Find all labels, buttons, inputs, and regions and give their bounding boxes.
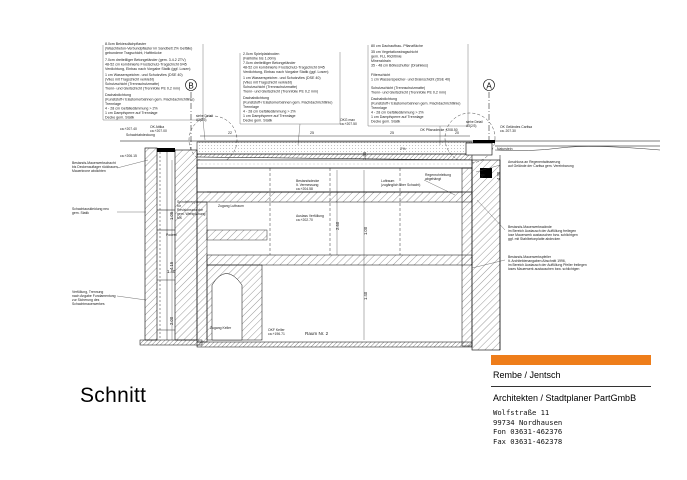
firm-name: Rembe / Jentsch <box>493 370 561 380</box>
svg-text:OKG max: OKG max <box>340 118 355 122</box>
svg-text:Podest: Podest <box>166 233 177 237</box>
svg-text:Regenrohrleitungabgehängt: Regenrohrleitung abgehängt <box>425 173 452 181</box>
section-marker-a <box>484 80 495 151</box>
svg-text:siehe Detail A3(2/3): siehe Detail A3(2/3) <box>466 120 483 128</box>
svg-text:1.05: 1.05 <box>169 211 174 220</box>
svg-text:Bestands-Mauerwerkswändeim Ber: Bestands-Mauerwerkswände im Bereich Austausch der Auffüllung freilegen lose Mauerwerk austauschen bzw. schlichtgen ggf. mit Stahlbetonplatte abdecken <box>508 225 578 241</box>
section-marker-b <box>186 80 197 151</box>
svg-text:1.00: 1.00 <box>363 226 368 235</box>
svg-text:SpindeltreppefürRevisionszweck: Spindeltreppe für Revisionszwecke gem. Werkplanung MK <box>177 200 206 220</box>
svg-text:Luftraum(zugänglich über Schac: Luftraum (zugänglich über Schacht) <box>381 179 421 187</box>
svg-text:ca.+207.50: ca.+207.50 <box>340 122 357 126</box>
svg-text:OK Geländes Carltsa: OK Geländes Carltsa <box>500 125 533 129</box>
note-right-text: 80 cm Dachaufbau- Pflanzfläche 35 cm Vegetationstragschicht gem. FLL Richtlinie Mineraldrain 35 - 48 cm Bölleschutter (Drainkies) Filterschicht 1 cm Wasserspeicher- und Drainschicht (DSE 40) Schutzschicht (Trennschutzmatte) Trenn- und Gleitschicht (Trennfolie PE 0,2 mm) Dachabdichtung (Kunststoff-/ Elastomerbahnen gem. Flachdachrichtlinie) Trennlage 4 - 28 cm Gefälledämmung > 2% 1 cm Dampfsperre auf Trennlage Decke gem. Statik <box>371 44 461 124</box>
svg-text:OK Attika: OK Attika <box>150 125 165 129</box>
left-shaft <box>140 148 202 345</box>
svg-text:3°: 3° <box>480 174 485 180</box>
svg-text:2%: 2% <box>400 146 406 151</box>
right-wall <box>472 155 500 350</box>
svg-text:OKF Kellerca.+196.71: OKF Keller ca.+196.71 <box>268 328 285 336</box>
note-left-text: 8.0cm Bekiesdächpflaster (Waschbeton-Verbundpflaster im Sandbett 2% Gefälle) gebundene Tragschicht, Haftbrücke 7.0cm dreiteilliger Betongeländer (gem. 3.4.2 ZTV) 48-52 cm kombinierte Frostschutz-Tragschicht 0/45 Verdichtung, Einbau nach Vorgabe Statik (ggf. Losen) 1 cm Wasserspeicher- und Schutzvlies (DSE 40) (Vlies mit Tragschicht verklebt) Schutzschicht (Trennschutzmatte) Trenn- und Gleitschicht (Trennfolie PE 0,2 mm) Dachabdichtung (Kunststoff-/ Elastomerbahnen gem. Flachdachrichtlinie) Trennlage 4 - 28 cm Gefälledämmung > 2% 1 cm Dampfsperre auf Trennlage Decke gem. Statik <box>105 42 195 120</box>
svg-text:1.65: 1.65 <box>362 151 367 160</box>
firm-address <box>493 408 562 446</box>
layer-note-middle <box>240 52 340 145</box>
svg-text:siehe Detail A3(2/3): siehe Detail A3(2/3) <box>196 114 213 122</box>
drawing-title: Schnitt <box>80 384 147 407</box>
svg-text:ca.+207.40: ca.+207.40 <box>120 127 137 131</box>
address-city: 99734 Nordhausen <box>493 417 563 427</box>
address-street: Wolfstraße 11 <box>493 408 550 417</box>
svg-text:2.60: 2.60 <box>335 221 340 230</box>
svg-text:4.15: 4.15 <box>169 261 174 270</box>
svg-text:1.40: 1.40 <box>363 291 368 300</box>
svg-text:Schachtauskleidung neugem. Sta: Schachtauskleidung neu gem. Statik <box>72 207 109 215</box>
firm-divider <box>491 386 651 387</box>
svg-text:ca.+207.00: ca.+207.00 <box>150 129 167 133</box>
svg-text:22 25 25 20: 22 25 25 20 <box>228 131 459 135</box>
svg-text:ca.+206.15: ca.+206.15 <box>120 154 137 158</box>
svg-text:Verfüllung, Trennungnach Angab: Verfüllung, Trennung nach Angabe Fundamentung zur Sicherung des Schachtmauerwerkes <box>72 290 116 306</box>
svg-text:Anschluss an Regenentwässerung: Anschluss an Regenentwässerung auf Gelände der Carltsa gem. Vereinbarung <box>508 160 574 168</box>
svg-text:Raum Nr. 2: Raum Nr. 2 <box>305 331 329 336</box>
address-fax: Fax 03631-462378 <box>493 436 563 446</box>
svg-text:A: A <box>486 81 492 91</box>
note-middle-text: 2.0cm Spielplatzboden (Fallhöhe bis 1,00m) 7.0cm dreiteilliger Betongeländer 48-52 cm kombinierte Frostschutz-Tragschicht 0/45 Verdichtung, Einbau nach Vorgabe Statik (ggf. Losen) 1 cm Wasserspeicher- und Schutzvlies (DSE 40) (Vlies mit Tragschicht verklebt) Schutzschicht (Trennschutzmatte) Trenn- und Gleitschicht (Trennfolie PE 0,2 mm) Dachabdichtung (Kunststoff-/ Elastomerbahnen gem. Flachdachrichtlinie) Trennlage 4 - 28 cm Gefälledämmung > 2% 1 cm Dampfsperre auf Trennlage Decke gem. Statik <box>243 52 333 123</box>
svg-text:2.00: 2.00 <box>169 316 174 325</box>
svg-text:ca. 207.30: ca. 207.30 <box>500 129 516 133</box>
svg-text:Zugang Keller: Zugang Keller <box>210 326 232 330</box>
svg-text:Schachtabdeckung: Schachtabdeckung <box>126 133 155 137</box>
svg-text:Zugang Luftraum: Zugang Luftraum <box>218 204 244 208</box>
firm-subtitle: Architekten / Stadtplaner PartGmbB <box>493 393 637 403</box>
svg-text:OK Pflanzdecke +208.50: OK Pflanzdecke +208.50 <box>420 128 458 132</box>
roof-build-up <box>120 140 660 168</box>
svg-text:Auslass Verfüllungca.+202.70: Auslass Verfüllung ca.+202.70 <box>296 214 324 222</box>
svg-text:4.30: 4.30 <box>496 171 501 180</box>
svg-text:Bestands-Mauerwerkschachtbis D: Bestands-Mauerwerkschacht bis Deckenauflager rückbauen Mauerkrone abdichten <box>72 161 118 173</box>
svg-text:Naturstein: Naturstein <box>497 147 513 151</box>
address-phone: Fon 03631-462376 <box>493 427 563 436</box>
brand-bar <box>491 355 651 365</box>
central-room <box>197 168 472 347</box>
svg-text:1.40: 1.40 <box>167 269 176 274</box>
svg-text:Bestands-Mauerwerkspfeilerlt.: Bestands-Mauerwerkspfeiler lt. Architektenangaben Abschnitt 1996, im Bereich Austausch der Auffüllung Pfeiler freilegen loses Mauerwerk austauschen bzw. schlichtgen <box>508 255 587 271</box>
svg-text:Bestandsdeckelt. Vermessungca.: Bestandsdecke lt. Vermessung ca.+204.58 <box>296 179 320 191</box>
svg-text:B: B <box>188 81 194 91</box>
